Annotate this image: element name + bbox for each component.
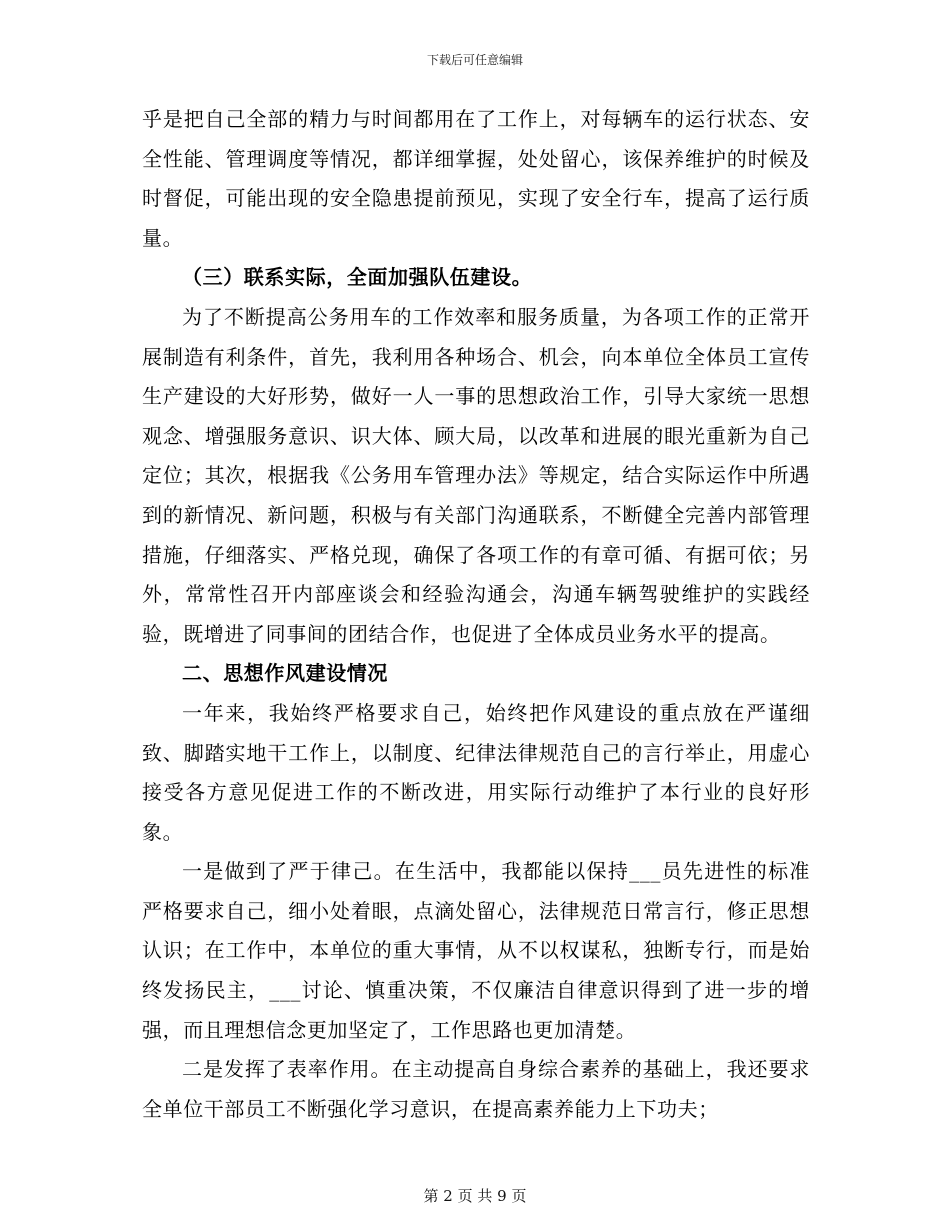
- section-heading-team-building: （三）联系实际，全面加强队伍建设。: [182, 265, 533, 290]
- document-body: [142, 100, 810, 1129]
- paragraph-work-style: 一年来，我始终严格要求自己，始终把作风建设的重点放在严谨细致、脚踏实地干工作上，以制度、纪律法律规范自己的言行举止，用虚心接受各方意见促进工作的不断改进，用实际行动维护了本行业的良好形象。: [142, 700, 810, 844]
- page-number: 第 2 页 共 9 页: [423, 1187, 527, 1205]
- section-heading-work-style: 二、思想作风建设情况: [182, 661, 388, 686]
- page-header-note: 下载后可任意编辑: [426, 53, 523, 67]
- paragraph-self-discipline: 一是做到了严于律己。在生活中，我都能以保持___员先进性的标准严格要求自己，细小处着眼，点滴处留心，法律规范日常言行，修正思想认识；在工作中，本单位的重大事情，从不以权谋私，独断专行，而是始终发扬民主，___讨论、慎重决策，不仅廉洁自律意识得到了进一步的增强，而且理想信念更加坚定了，工作思路也更加清楚。: [142, 859, 810, 1042]
- paragraph-team-building: 为了不断提高公务用车的工作效率和服务质量，为各项工作的正常开展制造有利条件，首先，我利用各种场合、机会，向本单位全体员工宣传生产建设的大好形势，做好一人一事的思想政治工作，引导大家统一思想观念、增强服务意识、识大体、顾大局，以改革和进展的眼光重新为自己定位；其次，根据我《公务用车管理办法》等规定，结合实际运作中所遇到的新情况、新问题，积极与有关部门沟通联系，不断健全完善内部管理措施，仔细落实、严格兑现，确保了各项工作的有章可循、有据可依；另外，常常性召开内部座谈会和经验沟通会，沟通车辆驾驶维护的实践经验，既增进了同事间的团结合作，也促进了全体成员业务水平的提高。: [142, 304, 810, 646]
- paragraph-leading-by-example: 二是发挥了表率作用。在主动提高自身综合素养的基础上，我还要求全单位干部员工不断强化学习意识，在提高素养能力上下功夫；: [142, 1057, 810, 1121]
- paragraph-intro-continued: 乎是把自己全部的精力与时间都用在了工作上，对每辆车的运行状态、安全性能、管理调度等情况，都详细掌握，处处留心，该保养维护的时候及时督促，可能出现的安全隐患提前预见，实现了安全行车，提高了运行质量。: [142, 107, 810, 250]
